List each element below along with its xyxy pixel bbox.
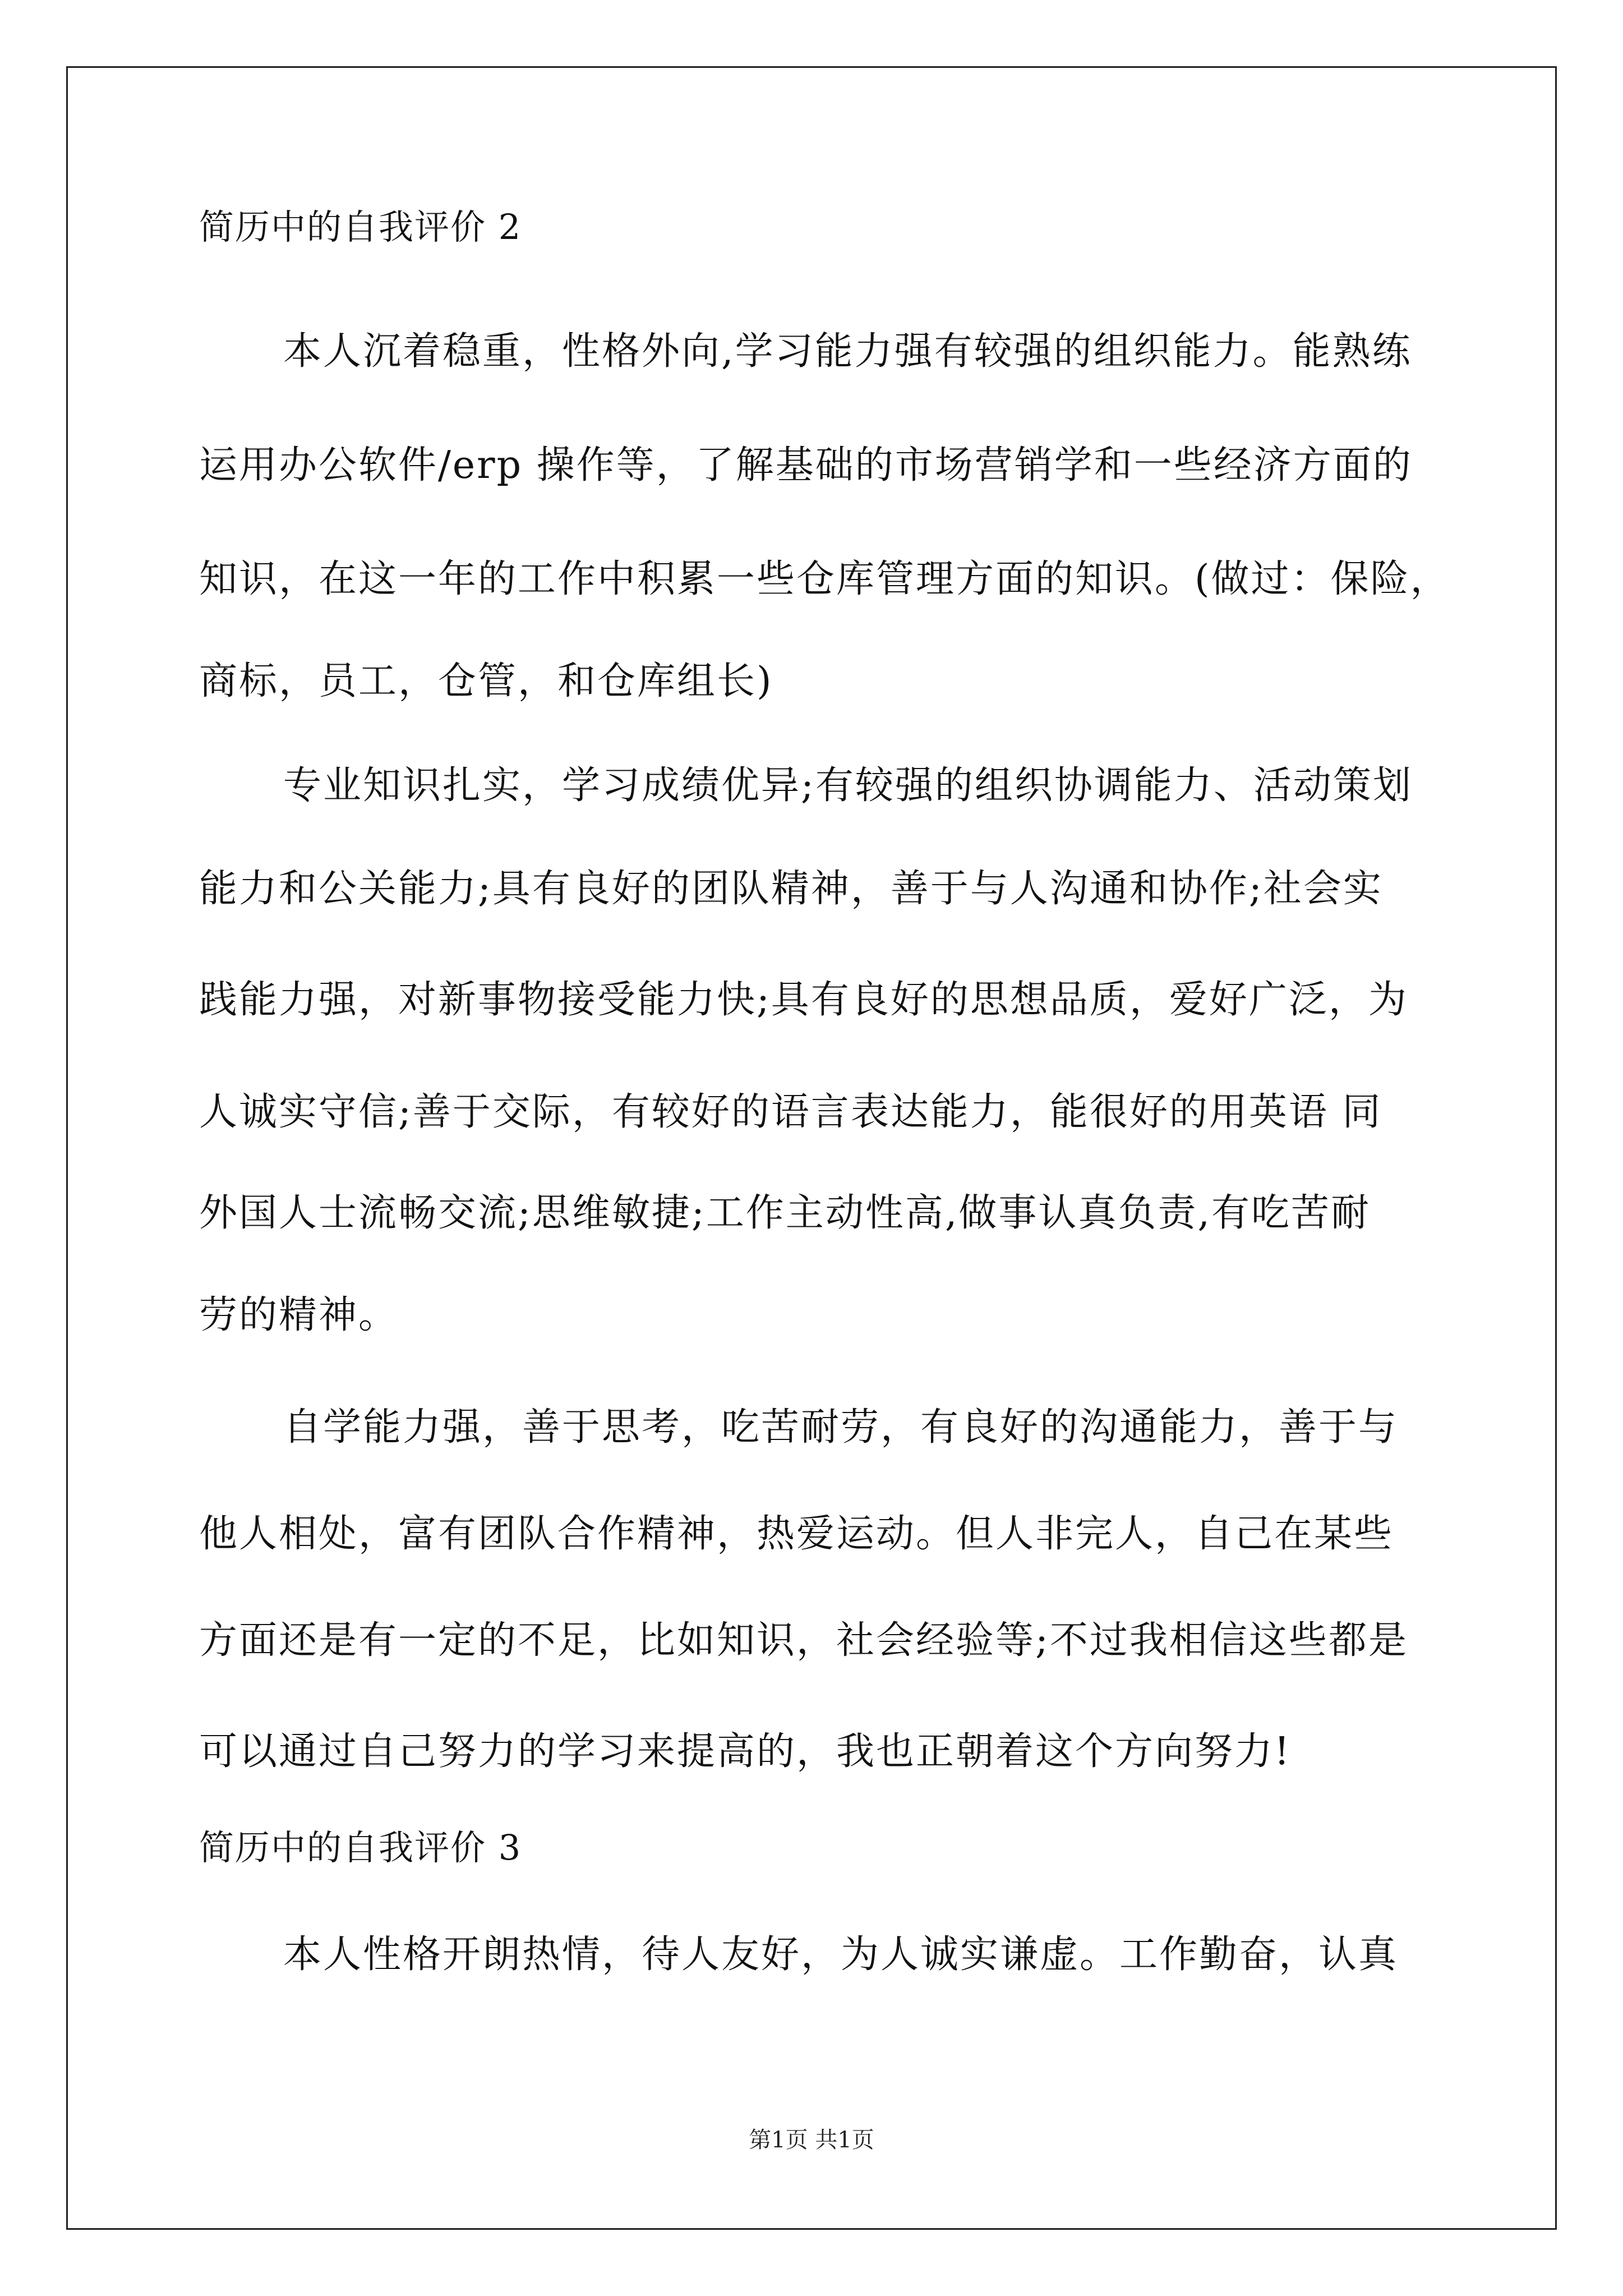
text-line: 商标，员工，仓管，和仓库组长): [199, 659, 773, 703]
text-line: 专业知识扎实，学习成绩优异;有较强的组织协调能力、活动策划: [283, 763, 1413, 808]
text-line: 能力和公关能力;具有良好的团队精神，善于与人沟通和协作;社会实: [199, 867, 1383, 911]
text-line: 本人沉着稳重，性格外向,学习能力强有较强的组织能力。能熟练: [283, 329, 1412, 374]
text-line: 可以通过自己努力的学习来提高的，我也正朝着这个方向努力!: [199, 1729, 1292, 1774]
text-line: 知识，在这一年的工作中积累一些仓库管理方面的知识。(做过：保险，: [199, 557, 1450, 601]
page-border: [66, 66, 1557, 2230]
page-footer: 第1页 共1页: [749, 2127, 874, 2153]
text-line: 劳的精神。: [199, 1293, 399, 1337]
text-line: 本人性格开朗热情，待人友好，为人诚实谦虚。工作勤奋，认真: [283, 1932, 1399, 1977]
text-line: 方面还是有一定的不足，比如知识，社会经验等;不过我相信这些都是: [199, 1618, 1408, 1663]
text-line: 外国人士流畅交流;思维敏捷;工作主动性高,做事认真负责,有吃苦耐: [199, 1191, 1371, 1235]
text-line: 他人相处，富有团队合作精神，热爱运动。但人非完人，自己在某些: [199, 1512, 1394, 1556]
section-heading: 简历中的自我评价 2: [199, 206, 522, 247]
text-line: 自学能力强，善于思考，吃苦耐劳，有良好的沟通能力，善于与: [283, 1405, 1399, 1450]
text-line: 践能力强，对新事物接受能力快;具有良好的思想品质，爱好广泛，为: [199, 978, 1408, 1022]
section-heading: 简历中的自我评价 3: [199, 1827, 522, 1868]
text-line: 运用办公软件/erp 操作等，了解基础的市场营销学和一些经济方面的: [199, 443, 1413, 487]
text-line: 人诚实守信;善于交际，有较好的语言表达能力，能很好的用英语 同: [199, 1090, 1382, 1134]
